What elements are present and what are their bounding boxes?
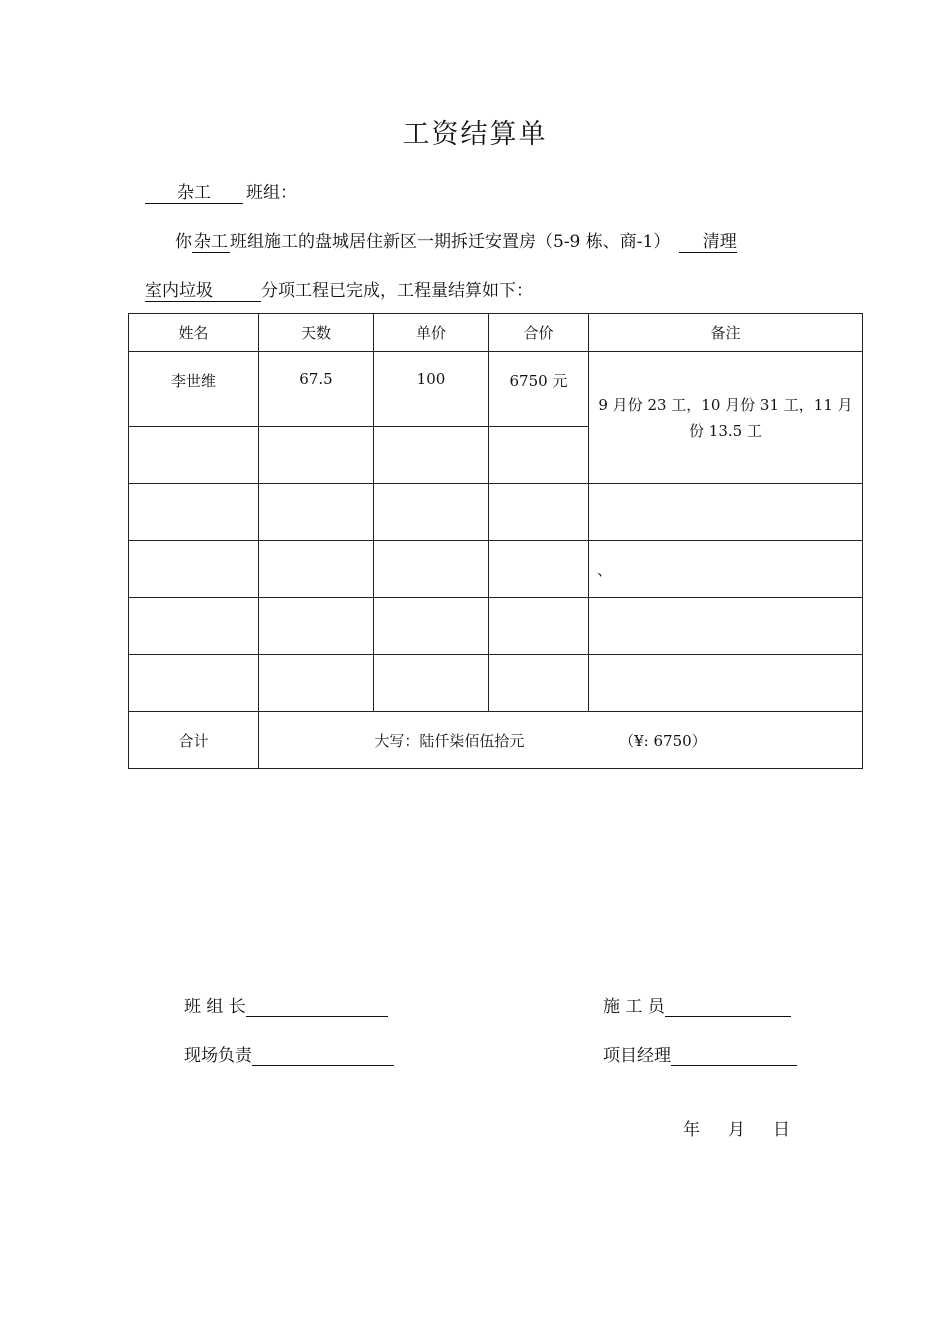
cell-unit-price: [374, 655, 489, 712]
cell-days: [259, 484, 374, 541]
cell-total: [489, 655, 589, 712]
date-day: 日: [773, 1120, 790, 1140]
project-manager-label: 项目经理: [603, 1046, 671, 1066]
wage-table: [128, 313, 863, 769]
signature-project-manager: [603, 1041, 797, 1066]
cell-unit-price: [374, 541, 489, 598]
signature-site-supervisor: [184, 1041, 394, 1066]
cell-days: [259, 541, 374, 598]
header-name: 姓名: [129, 314, 259, 352]
cell-remark: [589, 598, 863, 655]
header-total: 合价: [489, 314, 589, 352]
date-month: 月: [728, 1120, 745, 1140]
team-line: [145, 178, 297, 204]
cell-name: 李世维: [129, 352, 259, 427]
table-row: [129, 655, 863, 712]
cell-remark-merged: 9 月份 23 工，10 月份 31 工，11 月份 13.5 工: [589, 352, 863, 484]
site-supervisor-label: 现场负责: [184, 1046, 252, 1066]
intro-part1: 你: [175, 232, 192, 252]
cell-unit-price: [374, 598, 489, 655]
header-days: 天数: [259, 314, 374, 352]
signature-constructor: [603, 992, 791, 1017]
intro-line-2: [145, 276, 533, 302]
cell-unit-price: [374, 427, 489, 484]
signature-team-leader: [184, 992, 388, 1017]
date-line: [683, 1115, 818, 1140]
cell-remark: [589, 655, 863, 712]
cell-total: 6750 元: [489, 352, 589, 427]
cell-total: [489, 598, 589, 655]
cell-unit-price: [374, 484, 489, 541]
cell-remark: [589, 484, 863, 541]
total-in-words: 大写：陆仟柒佰伍拾元: [374, 731, 525, 750]
project-manager-signature-line[interactable]: [671, 1045, 797, 1066]
team-name-field: 杂工: [145, 183, 243, 204]
table-row: [129, 598, 863, 655]
site-supervisor-signature-line[interactable]: [252, 1045, 394, 1066]
constructor-signature-line[interactable]: [665, 996, 791, 1017]
cell-days: [259, 598, 374, 655]
team-leader-signature-line[interactable]: [246, 996, 388, 1017]
intro-part3: 分项工程已完成，工程量结算如下：: [261, 281, 533, 301]
header-remark: 备注: [589, 314, 863, 352]
cell-days: [259, 427, 374, 484]
cell-unit-price: 100: [374, 352, 489, 427]
cell-total: [489, 484, 589, 541]
header-unit-price: 单价: [374, 314, 489, 352]
intro-team-name: 杂工: [194, 232, 228, 252]
cell-total: [489, 427, 589, 484]
cell-remark: 、: [589, 541, 863, 598]
cell-name: [129, 598, 259, 655]
table-total-row: [129, 712, 863, 769]
intro-line-1: [175, 227, 737, 253]
total-amount-cell: [259, 712, 863, 769]
intro-part2: 班组施工的盘城居住新区一期拆迁安置房（5-9 栋、商-1）: [230, 232, 671, 252]
table-header-row: [129, 314, 863, 352]
page-title: 工资结算单: [402, 119, 548, 150]
intro-item-b: 室内垃圾: [145, 281, 261, 302]
constructor-label: 施 工 员: [603, 997, 665, 1017]
table-row: [129, 541, 863, 598]
cell-days: [259, 655, 374, 712]
date-year: 年: [683, 1120, 700, 1140]
table-row: [129, 352, 863, 427]
cell-days: 67.5: [259, 352, 374, 427]
cell-name: [129, 427, 259, 484]
cell-total: [489, 541, 589, 598]
team-leader-label: 班 组 长: [184, 997, 246, 1017]
team-suffix: 班组：: [246, 183, 297, 203]
total-label: 合计: [129, 712, 259, 769]
intro-item-a: 清理: [679, 232, 737, 253]
cell-name: [129, 484, 259, 541]
total-in-figures: （¥: 6750）: [619, 731, 707, 750]
cell-name: [129, 655, 259, 712]
table-row: [129, 484, 863, 541]
cell-name: [129, 541, 259, 598]
